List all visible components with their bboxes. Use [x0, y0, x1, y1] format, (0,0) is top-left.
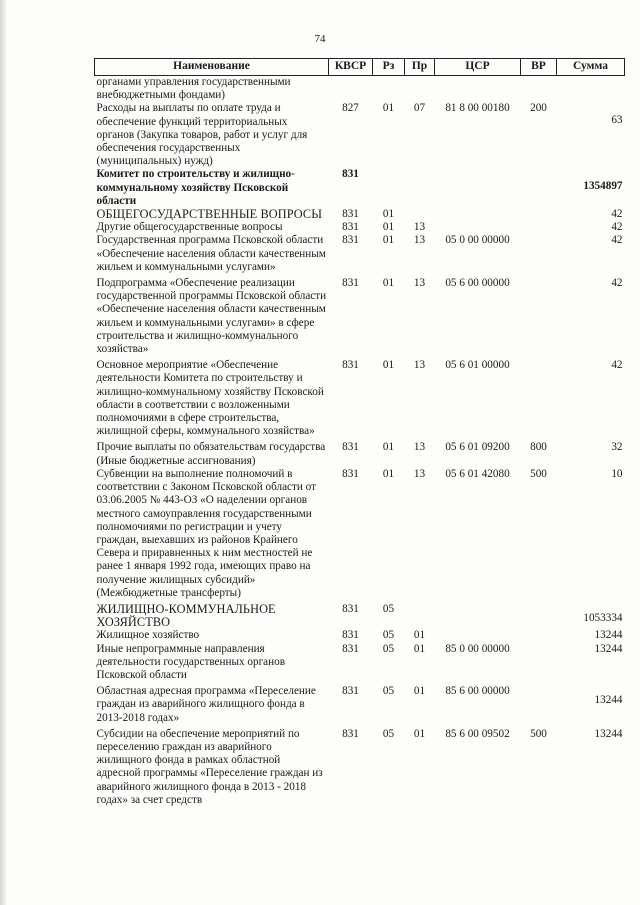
header-kvsr: КВСР: [329, 59, 373, 76]
row-csr: 85 0 00 00000: [445, 642, 510, 655]
row-sum: 10: [611, 467, 623, 480]
row-csr: 05 6 01 00000: [445, 359, 510, 372]
row-kvsr: 831: [342, 727, 359, 740]
row-csr: 05 6 01 09200: [445, 441, 510, 454]
row-sum: 42: [611, 359, 623, 372]
row-kvsr: 831: [342, 168, 359, 181]
row-kvsr: 831: [342, 629, 359, 642]
row-csr: 05 0 00 00000: [445, 234, 510, 247]
row-rz: 01: [382, 234, 395, 247]
budget-table: [94, 58, 625, 807]
row-name: Расходы на выплаты по оплате труда и обеспечение функций территориальных органов (Закупка товаров, работ и услуг для обеспечения государственных (муниципальных) нужд): [96, 102, 308, 168]
table-row: [95, 168, 625, 208]
row-pr: [405, 208, 435, 221]
row-name: Иные непрограммные направления деятельности государственных органов Псковской области: [96, 642, 286, 681]
table-header: [95, 59, 625, 76]
row-rz: 05: [382, 685, 395, 698]
table-row: [95, 468, 625, 600]
row-name: Государственная программа Псковской области «Обеспечение населения области качественным жильем и коммунальными услугами»: [96, 234, 326, 273]
row-rz: 01: [382, 467, 395, 480]
row-sum: [557, 76, 625, 103]
row-pr: 01: [413, 727, 426, 740]
row-name: органами управления государственными внебюджетными фондами): [96, 76, 291, 102]
header-csr: ЦСР: [435, 59, 521, 76]
row-pr: 01: [413, 642, 426, 655]
table-row: [95, 208, 625, 221]
row-vr: [521, 274, 557, 356]
row-name: Областная адресная программа «Переселение граждан из аварийного жилищного фонда в 2013-2018 годах»: [96, 685, 316, 724]
row-sum: 42: [611, 221, 623, 234]
table-row: [95, 76, 625, 103]
row-sum: 1053334: [583, 611, 623, 624]
header-vr: ВР: [521, 59, 557, 76]
row-csr: [435, 629, 521, 642]
table-row: [95, 725, 625, 807]
row-vr: 500: [530, 727, 547, 740]
scan-edge: [0, 0, 6, 905]
row-csr: 05 6 01 42080: [445, 467, 510, 480]
row-sum: 13244: [594, 642, 623, 655]
table-body: [95, 76, 625, 807]
table-row: [95, 274, 625, 356]
row-vr: 500: [530, 467, 547, 480]
row-pr: 13: [413, 467, 426, 480]
row-rz: [373, 168, 405, 208]
row-vr: [521, 168, 557, 208]
row-vr: [521, 682, 557, 725]
row-pr: 07: [413, 102, 426, 115]
row-pr: 13: [413, 441, 426, 454]
row-rz: 01: [382, 441, 395, 454]
row-pr: [405, 76, 435, 103]
row-rz: 01: [382, 221, 395, 234]
row-name: Основное мероприятие «Обеспечение деятельности Комитета по строительству и жилищно-коммунальному хозяйству Псковской области в соответствии с возложенными полномочиями в сфере строительства, жилищной сферы, коммунального хозяйства»: [96, 359, 324, 438]
header-rz: Рз: [373, 59, 405, 76]
row-name: Субвенции на выполнение полномочий в соответствии с Законом Псковской области от 03.06.2005 № 443-ОЗ «О наделении органов местного самоуправления государственными полномочиями по регистрации и учету граждан, выехавших из районов Крайнего Севера и приравненных к ним местностей не ранее 1 января 1992 года, имеющих право на получение жилищных субсидий» (Межбюджетные трансферты): [96, 467, 317, 599]
row-kvsr: 831: [342, 277, 359, 290]
row-vr: [521, 76, 557, 103]
row-name: ОБЩЕГОСУДАРСТВЕННЫЕ ВОПРОСЫ: [96, 207, 323, 222]
row-vr: 800: [530, 441, 547, 454]
row-rz: 05: [382, 642, 395, 655]
row-pr: [405, 600, 435, 629]
row-vr: [521, 356, 557, 438]
row-vr: [521, 234, 557, 274]
row-pr: 01: [413, 685, 426, 698]
row-csr: [435, 208, 521, 221]
row-csr: [435, 168, 521, 208]
row-pr: 13: [413, 277, 426, 290]
row-kvsr: 831: [342, 234, 359, 247]
row-rz: 01: [382, 359, 395, 372]
header-sum: Сумма: [557, 59, 625, 76]
row-sum: 42: [611, 208, 623, 221]
row-csr: [435, 221, 521, 234]
row-csr: 05 6 00 00000: [445, 277, 510, 290]
header-name: Наименование: [95, 59, 329, 76]
row-name: ЖИЛИЩНО-КОММУНАЛЬНОЕ ХОЗЯЙСТВО: [96, 601, 276, 630]
row-name: Комитет по строительству и жилищно-коммунальному хозяйству Псковской области: [96, 168, 295, 207]
row-kvsr: 831: [342, 221, 359, 234]
table-row: [95, 682, 625, 725]
row-sum: 13244: [594, 629, 623, 642]
row-csr: 81 8 00 00180: [445, 102, 510, 115]
row-csr: 85 6 00 00000: [445, 685, 510, 698]
row-pr: 13: [413, 221, 426, 234]
row-rz: [373, 76, 405, 103]
row-name: Подпрограмма «Обеспечение реализации государственной программы Псковской области «Обеспечение населения области качественным жильем и коммунальными услугами» в сфере строительства и жилищно-коммунального хозяйства»: [96, 277, 327, 356]
row-sum: 1354897: [583, 180, 623, 193]
row-pr: 13: [413, 234, 426, 247]
row-csr: [435, 76, 521, 103]
table-row: [95, 356, 625, 438]
row-name: Жилищное хозяйство: [96, 629, 200, 642]
row-rz: 01: [382, 102, 395, 115]
row-name: Прочие выплаты по обязательствам государства (Иные бюджетные ассигнования): [96, 441, 326, 467]
row-kvsr: 831: [342, 642, 359, 655]
row-kvsr: 831: [342, 685, 359, 698]
table-row: [95, 629, 625, 642]
row-rz: 01: [382, 277, 395, 290]
row-sum: 42: [611, 234, 623, 247]
row-csr: [435, 600, 521, 629]
row-sum: 42: [611, 277, 623, 290]
page-number: 74: [314, 33, 326, 45]
row-rz: 05: [382, 602, 395, 615]
row-kvsr: 831: [342, 602, 359, 615]
row-pr: 01: [413, 629, 426, 642]
row-rz: 05: [382, 727, 395, 740]
row-kvsr: 831: [342, 441, 359, 454]
table-row: [95, 438, 625, 467]
row-sum: 13244: [594, 694, 623, 707]
row-sum: 13244: [594, 727, 623, 740]
table-row: [95, 221, 625, 234]
row-rz: 01: [382, 208, 395, 221]
row-sum: 32: [611, 441, 623, 454]
header-pr: Пр: [405, 59, 435, 76]
row-pr: 13: [413, 359, 426, 372]
row-kvsr: 827: [342, 102, 359, 115]
row-vr: [521, 629, 557, 642]
row-kvsr: 831: [342, 208, 359, 221]
row-sum: 63: [611, 114, 623, 127]
row-vr: [521, 221, 557, 234]
row-kvsr: 831: [342, 467, 359, 480]
table-row: [95, 643, 625, 683]
row-kvsr: [329, 76, 373, 103]
row-kvsr: 831: [342, 359, 359, 372]
row-vr: [521, 643, 557, 683]
row-name: Субсидии на обеспечение мероприятий по переселению граждан из аварийного жилищного фонда в рамках областной адресной программы «Переселение граждан из аварийного жилищного фонда в 2013 - 2018 годах» за счет средств: [96, 727, 323, 806]
row-rz: 05: [382, 629, 395, 642]
row-vr: 200: [530, 102, 547, 115]
table-row: [95, 102, 625, 168]
table-row: [95, 600, 625, 629]
row-vr: [521, 600, 557, 629]
row-name: Другие общегосударственные вопросы: [96, 221, 283, 234]
row-pr: [405, 168, 435, 208]
table-row: [95, 234, 625, 274]
row-vr: [521, 208, 557, 221]
row-csr: 85 6 00 09502: [445, 727, 510, 740]
